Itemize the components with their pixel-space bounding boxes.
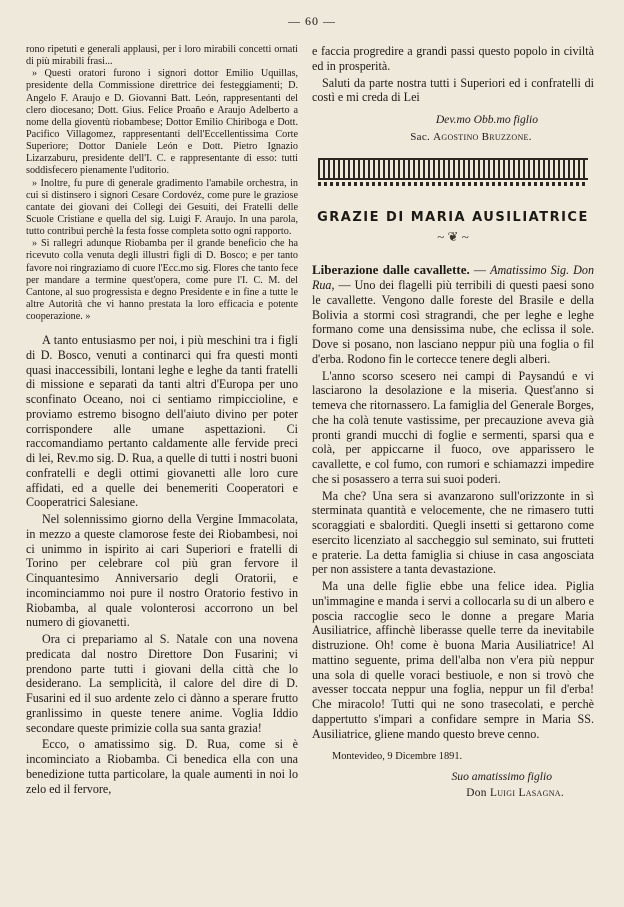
article-title: Liberazione dalle cavallette. bbox=[312, 262, 470, 278]
report-quote bbox=[26, 44, 298, 323]
signer-prefix: Don bbox=[466, 787, 487, 800]
article-salutation: Amatissimo Sig. Don Rua, bbox=[312, 263, 595, 293]
dateline: Montevideo, 9 Dicembre 1891. bbox=[332, 751, 463, 763]
signer-surname: Luigi Lasagna. bbox=[489, 787, 564, 800]
left-column bbox=[26, 44, 298, 798]
decorative-border-lower bbox=[318, 182, 588, 186]
letter-body bbox=[26, 333, 298, 796]
body-paragraph: Ma una delle figlie ebbe una felice idea. Piglia un'immagine e manda i servi a collocarla su di un albero e poscia raccoglie seco le donne a pregare Maria Ausiliatrice, affinchè liberasse quelle terre da inevitabile distruzione. Oh! come è buona Maria Ausiliatrice! Al mattino seguente, prima dell'alba non v'era più neppur una sola di quelle voraci bestiuole, e non si trovò che avesser toccata neppur una foglia, neppur un fil d'erba! Che miracolo! Tutti qui ne sono trasecolati, e perchè dappertutto s'impari a confidare sempre in Maria SS. Ausiliatrice, gliene mando questo breve cenno. bbox=[312, 579, 594, 741]
page-number: — 60 — bbox=[288, 14, 336, 28]
signer-surname: Agostino Bruzzone. bbox=[433, 130, 532, 143]
quote-paragraph: » Si rallegri adunque Riobamba per il grande beneficio che ha ricevuto colla venuta degli illustri figli di D. Bosco; e per tanto favore noi ringraziamo di cuore l'Ecc.mo sig. Flores che tanto fece per mandare a termine quest'opera, come pure l'I. C. M. del Cantone, al suo progressista e degno Presidente e in fine a tutte le altre Autorità che vi hanno prestata la loro efficacia e potente cooperazione. » bbox=[26, 238, 298, 323]
body-paragraph: Ma che? Una sera si avanzarono sull'orizzonte in sì sterminata quantità e velocemente, che ne rimasero tutti scoraggiati e sbalorditi. Quegli insetti si gettarono come esercito licenziato al saccheggio sul seminato, sui frutteti e praterie. La detta famiglia si chiuse in casa angosciata per non assistere a tanta devastazione. bbox=[312, 488, 594, 577]
body-paragraph: e faccia progredire a grandi passi questo popolo in civiltà ed in prosperità. bbox=[312, 44, 594, 73]
article-opening bbox=[312, 262, 594, 366]
article-dash: — bbox=[469, 263, 491, 278]
signer-prefix: Sac. bbox=[410, 130, 431, 143]
closing-formula: Suo amatissimo figlio bbox=[451, 769, 552, 783]
closing-formula: Dev.mo Obb.mo figlio bbox=[435, 113, 538, 126]
flourish-ornament: ~ ❦ ~ bbox=[437, 228, 469, 244]
quote-paragraph: rono ripetuti e generali applausi, per i loro mirabili concetti ornati di più mirabili frasi... bbox=[26, 44, 298, 68]
decorative-border bbox=[318, 158, 588, 180]
body-paragraph: Nel solennissimo giorno della Vergine Immacolata, in mezzo a queste clamorose feste dei Riobambesi, noi ci unimmo in ispirito ai cari Superiori e fratelli di Torino per celebrare col più gran fervore il Cinquantesimo Anniversario degli Oratorii, e incominciammo noi pure il nostro Oratorio festivo in Riobamba, al quale volonterosi accorrono un bel numero di giovanetti. bbox=[26, 512, 298, 630]
quote-paragraph: » Inoltre, fu pure di generale gradimento l'amabile orchestra, in cui si distinsero i signori Cesare Cordovéz, come pure le graziose cantate dei giovani dei Collegi dei Gesuiti, dei Fratelli delle Scuole Cristiane e quella del sig. Luigi F. Araujo. In una parola, tutto contribuì perchè la festa fosse completa sotto ogni rapporto. bbox=[26, 177, 298, 238]
signer-name bbox=[348, 131, 594, 144]
body-paragraph: Ora ci prepariamo al S. Natale con una novena predicata dal nostro Direttore Don Fusarini; vi prendono parte tutti i giovani della città che lo desiderano. La semplicità, il calore del dire di D. Fusarini ed il suo ardente zelo ci dànno a sperare frutto granlissimo in queste tenere anime. Voglia Iddio secondare queste primizie colla sua santa grazia! bbox=[26, 632, 298, 735]
section-title: GRAZIE DI MARIA AUSILIATRICE bbox=[317, 209, 589, 225]
body-paragraph: L'anno scorso scesero nei campi di Paysandú e vi lasciarono la desolazione e la miseria. Quest'anno si temeva che ritornassero. La famiglia del Generale Borges, che ha colà tenute vastissime, per precauzione aveva già pronti grandi mucchi di foglie e sermenti, sparsi qua e colà, per appiccarne il fuoco, ove apparissero le cavallette, e col fumo, con rumori e schiamazzi impedire che si posassero a terra sui suoi poderi. bbox=[312, 368, 594, 486]
quote-paragraph: » Questi oratori furono i signori dottor Emilio Uquillas, presidente della Commissione direttrice dei festeggiamenti; D. Angelo F. Araujo e D. Giovanni Batt. León, rappresentanti del clero diocesano; Dott. Gius. Felice Proaño e Araujo Adelberto a nome della gioventù riobambese; Dottor Emilio Chiriboga e Dott. Pacifico Villagomez, rappresentanti dell'Eccellentissima Corte Superiore; Dottor Daniele León e Dott. Pietro Ignazio Lizarzaburu, presidente dell'I. C. e rappresentante di esso: tutti soddisfecero pienamente l'uditorio. bbox=[26, 68, 298, 177]
signer-name bbox=[312, 787, 564, 800]
body-paragraph: Saluti da parte nostra tutti i Superiori ed i confratelli di costì e mi creda di Lei bbox=[312, 75, 594, 105]
body-paragraph: A tanto entusiasmo per noi, i più meschini tra i figli di D. Bosco, venuti a continarci qui fra questi monti quasi inaccessibili, lontani leghe e leghe da tanti fratelli di missione e separati da tanti altri d'Europa per uno sconfinato Oceano, noi ci sentiamo rimpiccioline, e proviamo estremo bisogno dell'aiuto divino per poter corrispondere alle umane aspettazioni. Ci raccomandiamo pertanto caldamente alle fervide preci di lei, Rev.mo sig. D. Rua, a quelle di tutti i nostri buoni confratelli e degli ottimi giovanetti alle loro cure affidati, ed a quelle dei benemeriti Cooperatori e Cooperatrici Salesiane. bbox=[26, 333, 298, 510]
right-column bbox=[312, 44, 594, 801]
article-opening-text: — Uno dei flagelli più terribili di questi paesi sono le cavallette. Vengono dalle foreste del Brasile e della Bolivia a stormi così stragrandi, che per leghe e leghe formano come una densissima nube, che eclissa il sole. Dove si posano, non lasciano neppur più una foglia o fil d'erba. Rodono fin le cortecce tenere degli alberi. bbox=[312, 278, 594, 366]
body-paragraph: Ecco, o amatissimo sig. D. Rua, come si è incominciato a Riobamba. Ci benedica ella con una benedizione tutta particolare, la quale aumenti in noi lo zelo ed il fervore, bbox=[26, 737, 298, 796]
